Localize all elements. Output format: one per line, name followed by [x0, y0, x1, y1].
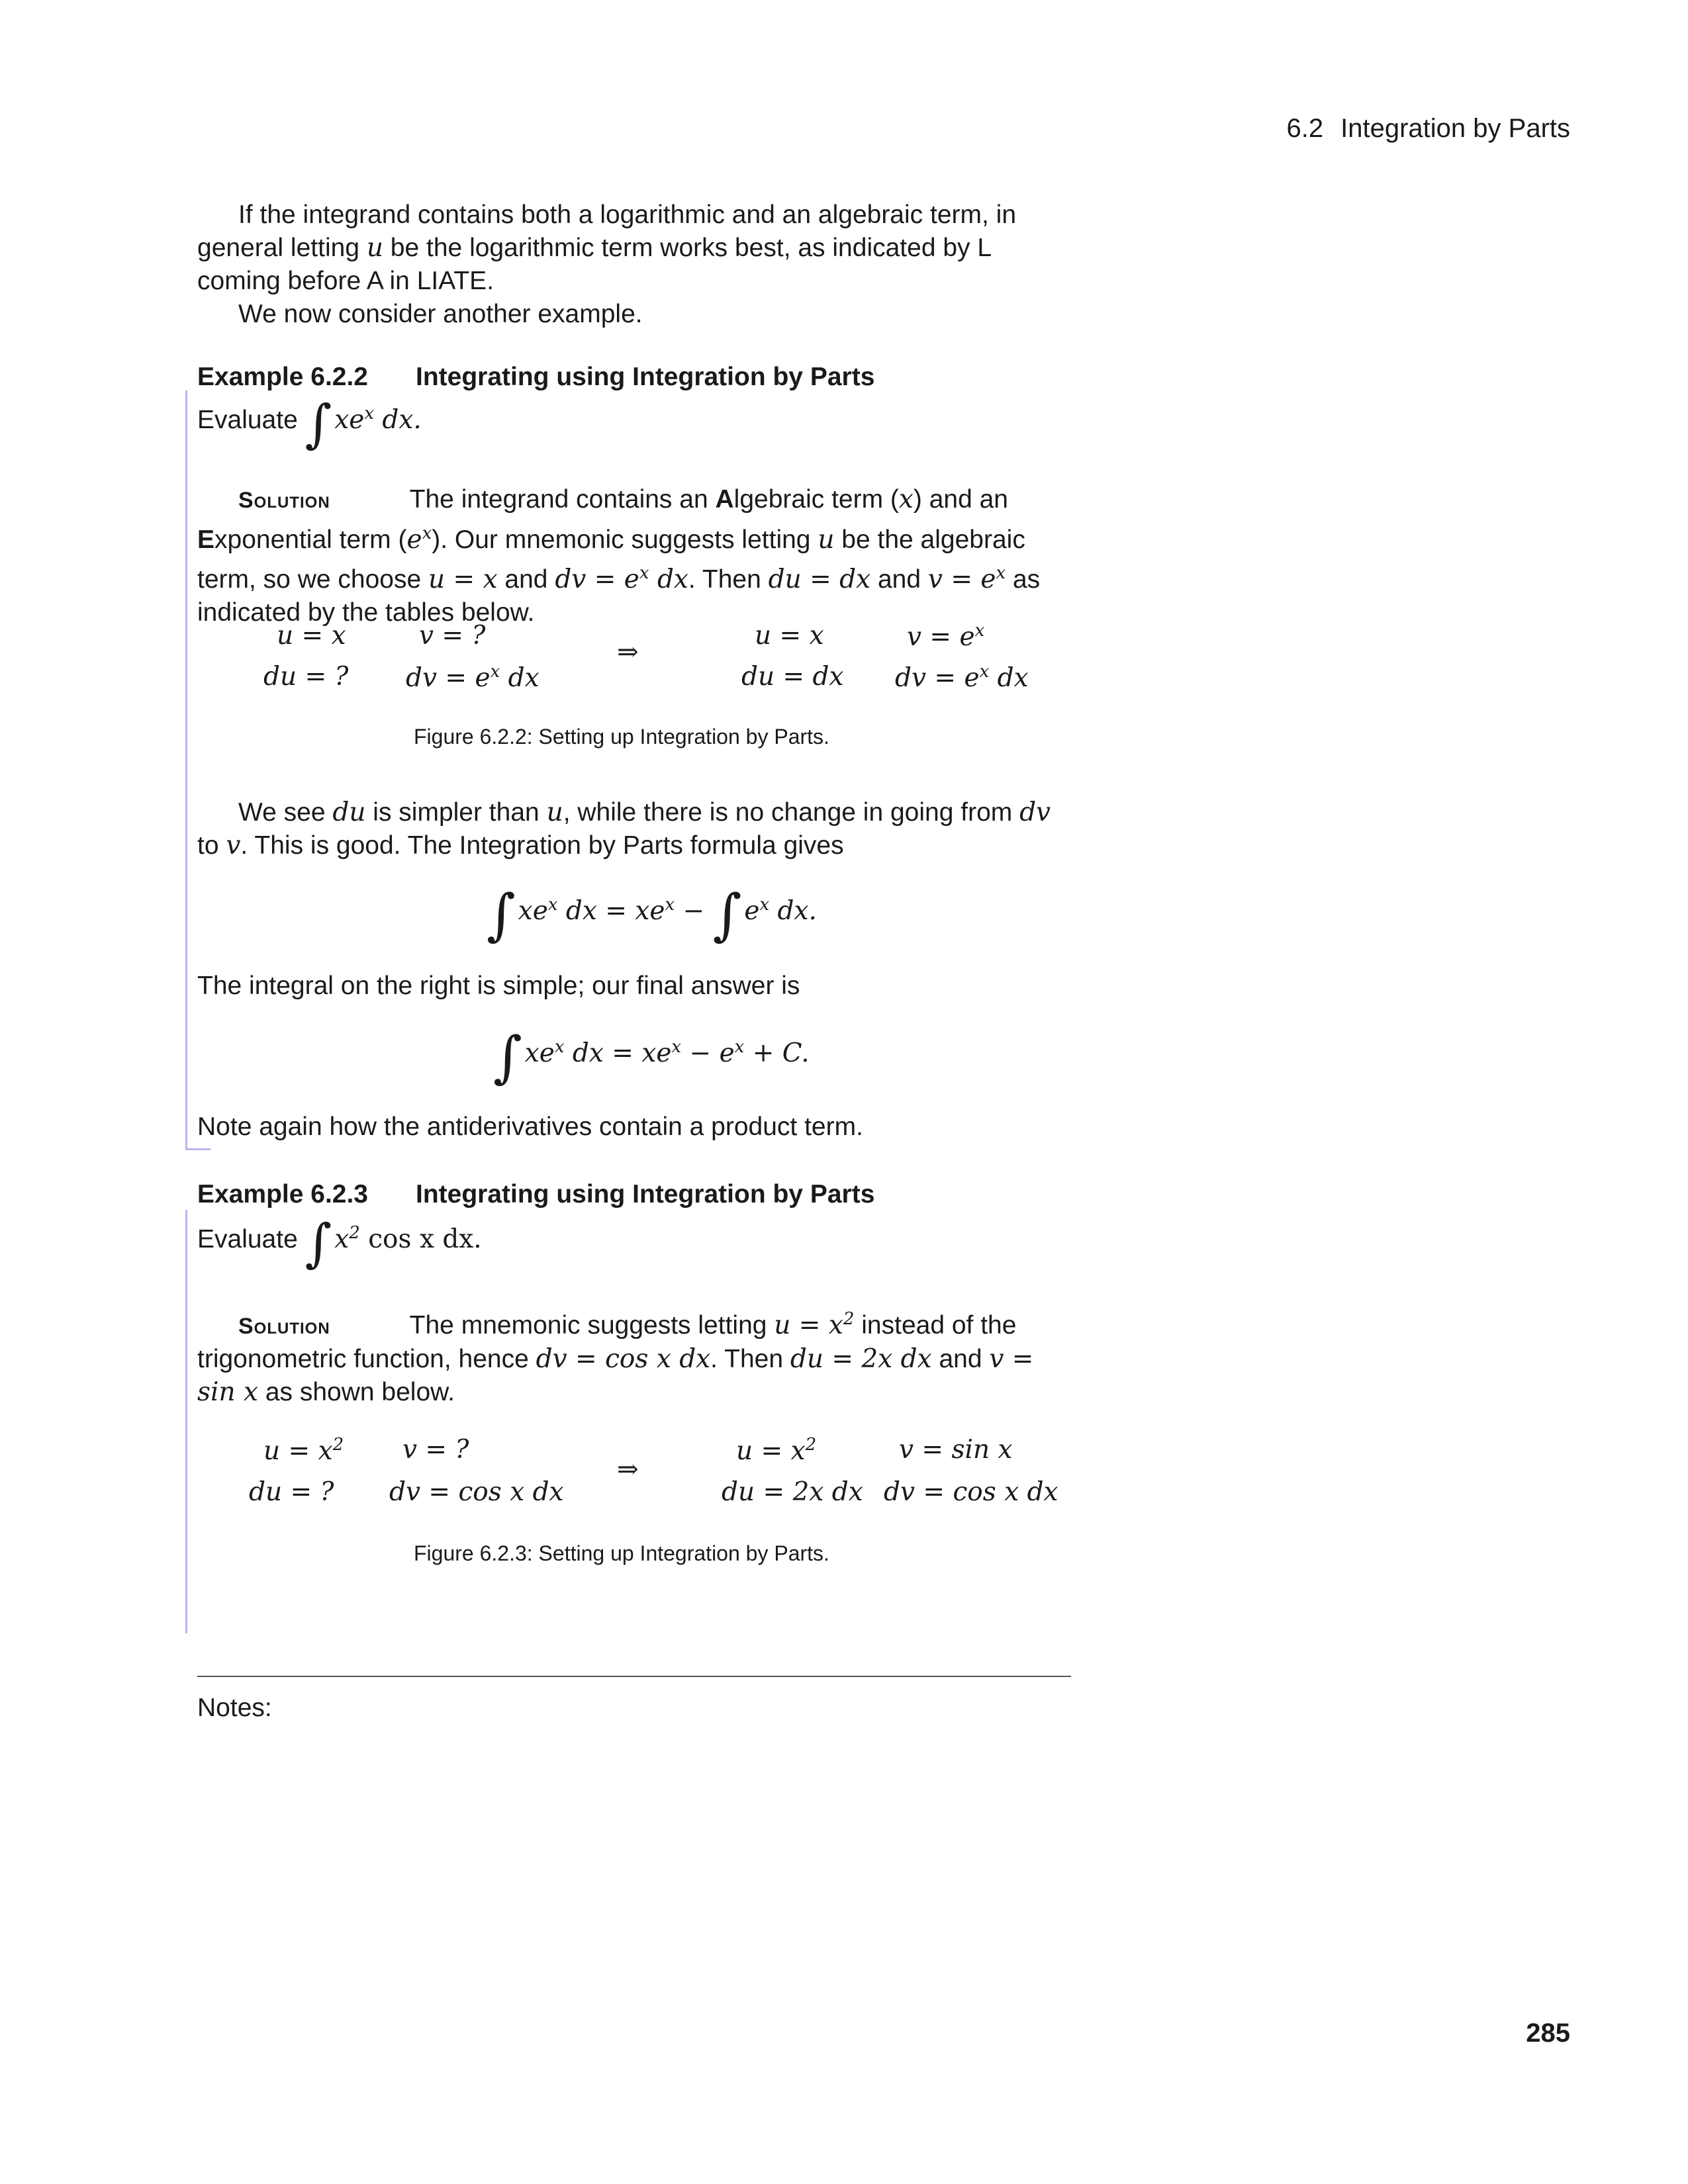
integrand-exponent: 2 — [349, 1223, 360, 1243]
solution-paragraph-2 — [197, 1302, 1071, 1409]
discussion-var: u — [546, 797, 563, 827]
integrand: xe — [334, 405, 365, 435]
discussion-text: to — [197, 831, 226, 860]
solution-text: and — [870, 565, 928, 594]
discussion-var: dv — [1019, 797, 1051, 827]
solution-label: Solution — [238, 488, 330, 513]
table-du: du = ? — [263, 662, 349, 692]
solution-text: . Then — [710, 1345, 790, 1373]
example-problem-2 — [197, 1214, 1071, 1273]
example-label: Example 6.2.2 — [197, 363, 368, 391]
integral-sign: ∫ — [305, 1214, 332, 1273]
section-number: 6.2 — [1286, 114, 1324, 143]
evaluate-label: Evaluate — [197, 1225, 298, 1253]
integrand: x — [334, 1224, 350, 1254]
final-answer-equation: ∫ $xe^x$ dx = $xe^x - e^x + C$. — [493, 1024, 810, 1089]
integral-sign: ∫ — [712, 882, 742, 947]
discussion-paragraph — [197, 796, 1071, 862]
integrand-dx: dx. — [374, 405, 422, 435]
notes-divider — [197, 1676, 1071, 1677]
discussion-var: v — [226, 831, 241, 860]
solution-bold-A: A — [715, 485, 734, 514]
solution-bold-E: E — [197, 525, 215, 554]
table-u: $u = x^2$ — [263, 1435, 344, 1466]
solution-text: xponential term ( — [214, 525, 407, 554]
solution-label: Solution — [238, 1314, 330, 1339]
parts-formula-equation: ∫ $xe^x$ dx = $xe^x$ − ∫ $e^x$ dx. — [487, 882, 817, 947]
table-dv-result: dv = $e^x$ dx — [895, 662, 1029, 693]
discussion-text: We see — [238, 798, 333, 827]
solution-text: as shown below. — [258, 1378, 455, 1406]
solution-text: The integrand contains an — [409, 485, 716, 514]
final-answer-intro: The integral on the right is simple; our final answer is — [197, 972, 800, 1000]
solution-text: ). Our mnemonic suggests letting — [432, 525, 818, 554]
example-label: Example 6.2.3 — [197, 1180, 368, 1208]
solution-text: be the algebraic term, so we choose — [197, 525, 1025, 594]
solution-math: v = e — [927, 565, 996, 594]
integrand-tail: cos x dx. — [359, 1224, 482, 1254]
table-v-result: v = sin x — [899, 1435, 1013, 1465]
example-problem — [197, 394, 1071, 454]
integral-sign: ∫ — [305, 394, 332, 454]
notes-label: Notes: — [197, 1694, 272, 1722]
integrand-exponent: x — [364, 404, 375, 424]
table-dv: dv = cos x dx — [389, 1477, 564, 1507]
solution-math: u = x — [774, 1310, 843, 1340]
table-u-result: $u = x^2$ — [736, 1435, 817, 1466]
example-heading-2 — [197, 1180, 875, 1209]
solution-var: e — [406, 525, 422, 555]
example-margin-bar-foot — [185, 1148, 211, 1150]
solution-exponent: x — [639, 563, 649, 583]
integral-sign: ∫ — [493, 1024, 522, 1089]
running-header — [1287, 114, 1570, 144]
solution-text: instead of the trigonometric function, hence — [197, 1311, 1017, 1373]
solution-text: lgebraic term ( — [733, 485, 899, 514]
figure-caption-2: Figure 6.2.3: Setting up Integration by Parts. — [414, 1541, 829, 1565]
integral-sign: ∫ — [487, 882, 516, 947]
implies-arrow: ⇒ — [617, 1455, 639, 1484]
intro-text: If the integrand contains both a logarithmic and an algebraic term, in general letting — [197, 201, 1017, 262]
discussion-var: du — [332, 797, 366, 827]
discussion-text: . This is good. The Integration by Parts formula gives — [240, 831, 844, 860]
discussion-text: , while there is no change in going from — [563, 798, 1020, 827]
solution-exponent: 2 — [843, 1309, 855, 1329]
page-number: 285 — [1526, 2019, 1570, 2048]
table-v-result: $v = e^x$ — [907, 621, 985, 652]
table-v: v = ? — [419, 621, 486, 651]
intro-var-u: u — [366, 233, 383, 263]
example-title: Integrating using Integration by Parts — [416, 363, 875, 391]
table-du-result: du = 2x dx — [722, 1477, 863, 1507]
discussion-text: is simpler than — [365, 798, 547, 827]
example-heading — [197, 363, 875, 392]
solution-math: v = sin x — [197, 1344, 1034, 1407]
section-title: Integration by Parts — [1340, 114, 1570, 143]
solution-var: x — [898, 484, 914, 514]
solution-exponent: x — [996, 563, 1006, 583]
table-dv-result: dv = cos x dx — [884, 1477, 1058, 1507]
intro-text: be the logarithmic term works best, as indicated by L coming before A in LIATE. — [197, 234, 991, 295]
implies-arrow: ⇒ — [617, 637, 639, 667]
intro-paragraph — [197, 199, 1071, 298]
closing-note: Note again how the antiderivatives contain a product term. — [197, 1113, 863, 1141]
solution-text: The mnemonic suggests letting — [409, 1311, 774, 1340]
table-u-result: u = x — [755, 621, 824, 651]
solution-math: dv = cos x dx — [536, 1344, 711, 1374]
table-v: v = ? — [402, 1435, 469, 1465]
solution-text: and — [931, 1345, 990, 1373]
solution-text: as indicated by the tables below. — [197, 565, 1041, 627]
solution-exponent: x — [422, 523, 432, 543]
solution-var: u — [818, 525, 835, 555]
evaluate-label: Evaluate — [197, 406, 298, 434]
figure-caption: Figure 6.2.2: Setting up Integration by Parts. — [414, 725, 829, 749]
table-du: du = ? — [249, 1477, 334, 1507]
intro-paragraph-2: We now consider another example. — [238, 300, 643, 328]
solution-text: and — [497, 565, 555, 594]
solution-math: dx — [649, 565, 688, 594]
solution-text: . Then — [688, 565, 769, 594]
table-du-result: du = dx — [741, 662, 844, 692]
solution-math: du = dx — [768, 565, 871, 594]
solution-math: dv = e — [555, 565, 639, 594]
example-title: Integrating using Integration by Parts — [416, 1180, 875, 1208]
solution-text: ) and an — [913, 485, 1008, 514]
example-margin-bar-2 — [185, 1210, 187, 1633]
example-margin-bar — [185, 390, 187, 1150]
table-dv: dv = $e^x$ dx — [406, 662, 539, 693]
solution-math: du = 2x dx — [790, 1344, 932, 1374]
table-u: u = x — [277, 621, 346, 651]
solution-math: u = x — [428, 565, 498, 594]
solution-paragraph — [197, 483, 1071, 629]
